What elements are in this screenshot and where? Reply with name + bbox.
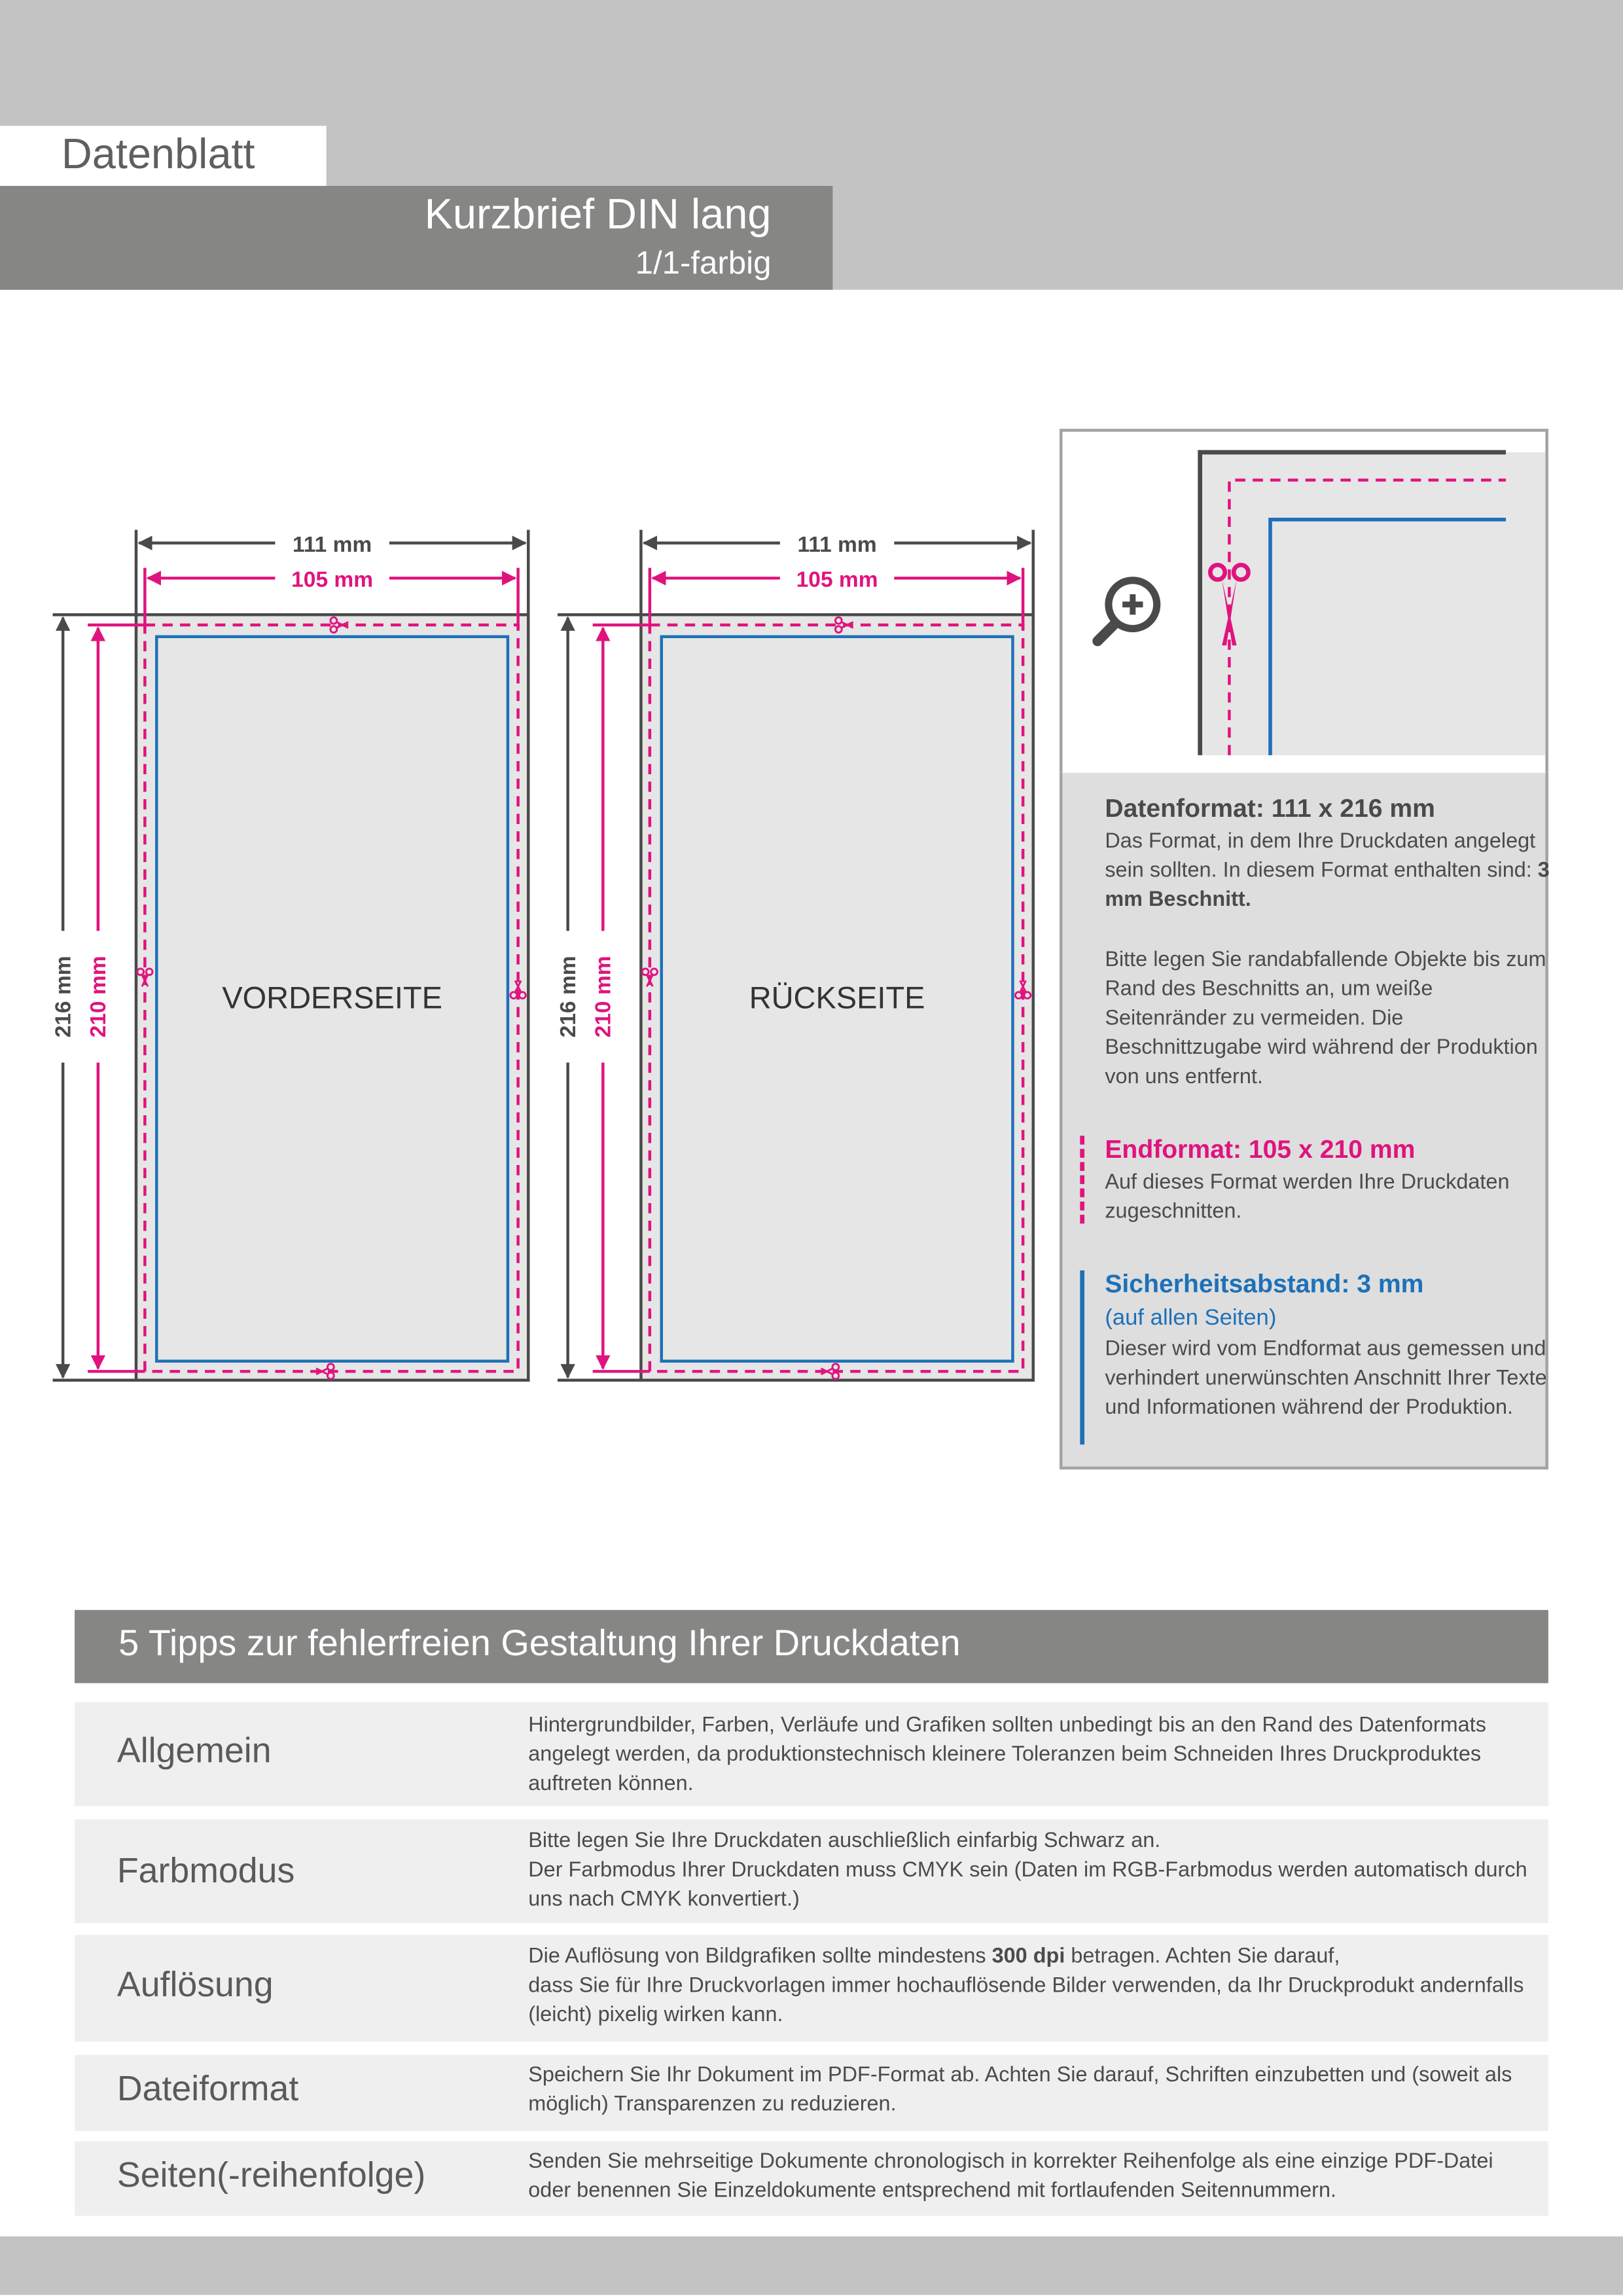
zoom-detail-graphic: [1062, 432, 1545, 773]
footer-band: [0, 2236, 1623, 2295]
front-width-end-label: 105 mm: [291, 567, 374, 592]
tip-row-seiten: [75, 2142, 1548, 2216]
back-height-end-label: 210 mm: [591, 956, 616, 1038]
front-width-data-label: 111 mm: [293, 533, 372, 558]
tip-label: Allgemein: [116, 1731, 272, 1771]
tips-heading: 5 Tipps zur fehlerfreien Gestaltung Ihrer Druckdaten: [118, 1623, 961, 1664]
datenformat-heading: Datenformat: 111 x 216 mm: [1105, 793, 1435, 823]
zoom-in-icon: [1097, 577, 1160, 641]
tip-label: Seiten(-reihenfolge): [116, 2155, 426, 2196]
back-page-diagram: [556, 530, 1033, 1380]
tip-row-dateiformat: [75, 2055, 1548, 2131]
product-subtitle: 1/1-farbig: [635, 244, 772, 281]
datenblatt-label: Datenblatt: [61, 132, 255, 179]
back-label: RÜCKSEITE: [749, 980, 925, 1015]
endformat-text: Auf dieses Format werden Ihre Druckdaten zugeschnitten.: [1105, 1170, 1510, 1224]
tip-text: Hintergrundbilder, Farben, Verläufe und Grafiken sollten unbedingt bis an den Rand des Datenformats angelegt werden, da produktionstechnisch kleinere Toleranzen beim Schneiden Ihres Druckproduktes auftreten können.: [528, 1713, 1486, 1796]
sicherheit-sub: (auf allen Seiten): [1105, 1305, 1277, 1331]
tip-row-allgemein: [75, 1702, 1548, 1806]
tip-text-part: betragen. Achten Sie darauf, dass Sie für Ihre Druckvorlagen immer hochauflösende Bilder verwenden, da Ihr Druckprodukt andernfalls (leicht) pixelig wirken kann.: [528, 1945, 1524, 2028]
datenformat-text-bold: 3 mm Beschnitt.: [1105, 859, 1550, 912]
tip-text: Bitte legen Sie Ihre Druckdaten auschließlich einfarbig Schwarz an. Der Farbmodus Ihrer Druckdaten muss CMYK sein (Daten im RGB-Farbmodus werden automatisch durch uns nach CMYK konvertiert.): [528, 1829, 1527, 1912]
front-label: VORDERSEITE: [222, 980, 442, 1015]
tip-text: [528, 1942, 1538, 2030]
tip-row-aufloesung: [75, 1935, 1548, 2041]
back-width-data-label: 111 mm: [797, 533, 877, 558]
zoom-detail-box: [1060, 429, 1548, 773]
back-height-data-label: 216 mm: [556, 956, 580, 1038]
tip-row-farbmodus: [75, 1820, 1548, 1924]
tip-label: Auflösung: [116, 1965, 274, 2005]
sicherheit-heading: Sicherheitsabstand: 3 mm: [1105, 1268, 1424, 1299]
datenformat-text2: Bitte legen Sie randabfallende Objekte bis zum Rand des Beschnitts an, um weiße Seitenränder zu vermeiden. Die Beschnittzugabe wird während der Produktion von uns entfernt.: [1105, 948, 1546, 1089]
front-height-data-label: 216 mm: [51, 956, 76, 1038]
tip-text-part: Die Auflösung von Bildgrafiken sollte mindestens: [528, 1945, 992, 1969]
front-height-end-label: 210 mm: [86, 956, 111, 1038]
sicherheit-marker: [1080, 1270, 1084, 1444]
datenformat-text: [1105, 827, 1551, 914]
endformat-marker: [1080, 1136, 1084, 1223]
datenformat-text-intro: Das Format, in dem Ihre Druckdaten angelegt sein sollten. In diesem Format enthalten sind:: [1105, 829, 1538, 883]
tips-heading-bar: [75, 1610, 1548, 1683]
product-title: Kurzbrief DIN lang: [424, 191, 772, 239]
tip-text-bold: 300 dpi: [991, 1945, 1065, 1969]
tip-text: Speichern Sie Ihr Dokument im PDF-Format ab. Achten Sie darauf, Schriften einzubetten und (soweit als möglich) Transparenzen zu reduzieren.: [528, 2064, 1512, 2117]
tip-label: Dateiformat: [116, 2069, 299, 2109]
back-width-end-label: 105 mm: [796, 567, 878, 592]
format-diagram: [0, 0, 1054, 1405]
info-box: [1060, 773, 1548, 1469]
endformat-heading: Endformat: 105 x 210 mm: [1105, 1134, 1416, 1164]
front-page-diagram: [51, 530, 528, 1380]
sicherheit-text: Dieser wird vom Endformat aus gemessen und verhindert unerwünschten Anschnitt Ihrer Texte und Informationen während der Produktion.: [1105, 1337, 1547, 1420]
tip-label: Farbmodus: [116, 1851, 295, 1892]
tip-text: Senden Sie mehrseitige Dokumente chronologisch in korrekter Reihenfolge als eine einzige PDF-Datei oder benennen Sie Einzeldokumente entsprechend mit fortlaufenden Seitennummern.: [528, 2149, 1493, 2203]
